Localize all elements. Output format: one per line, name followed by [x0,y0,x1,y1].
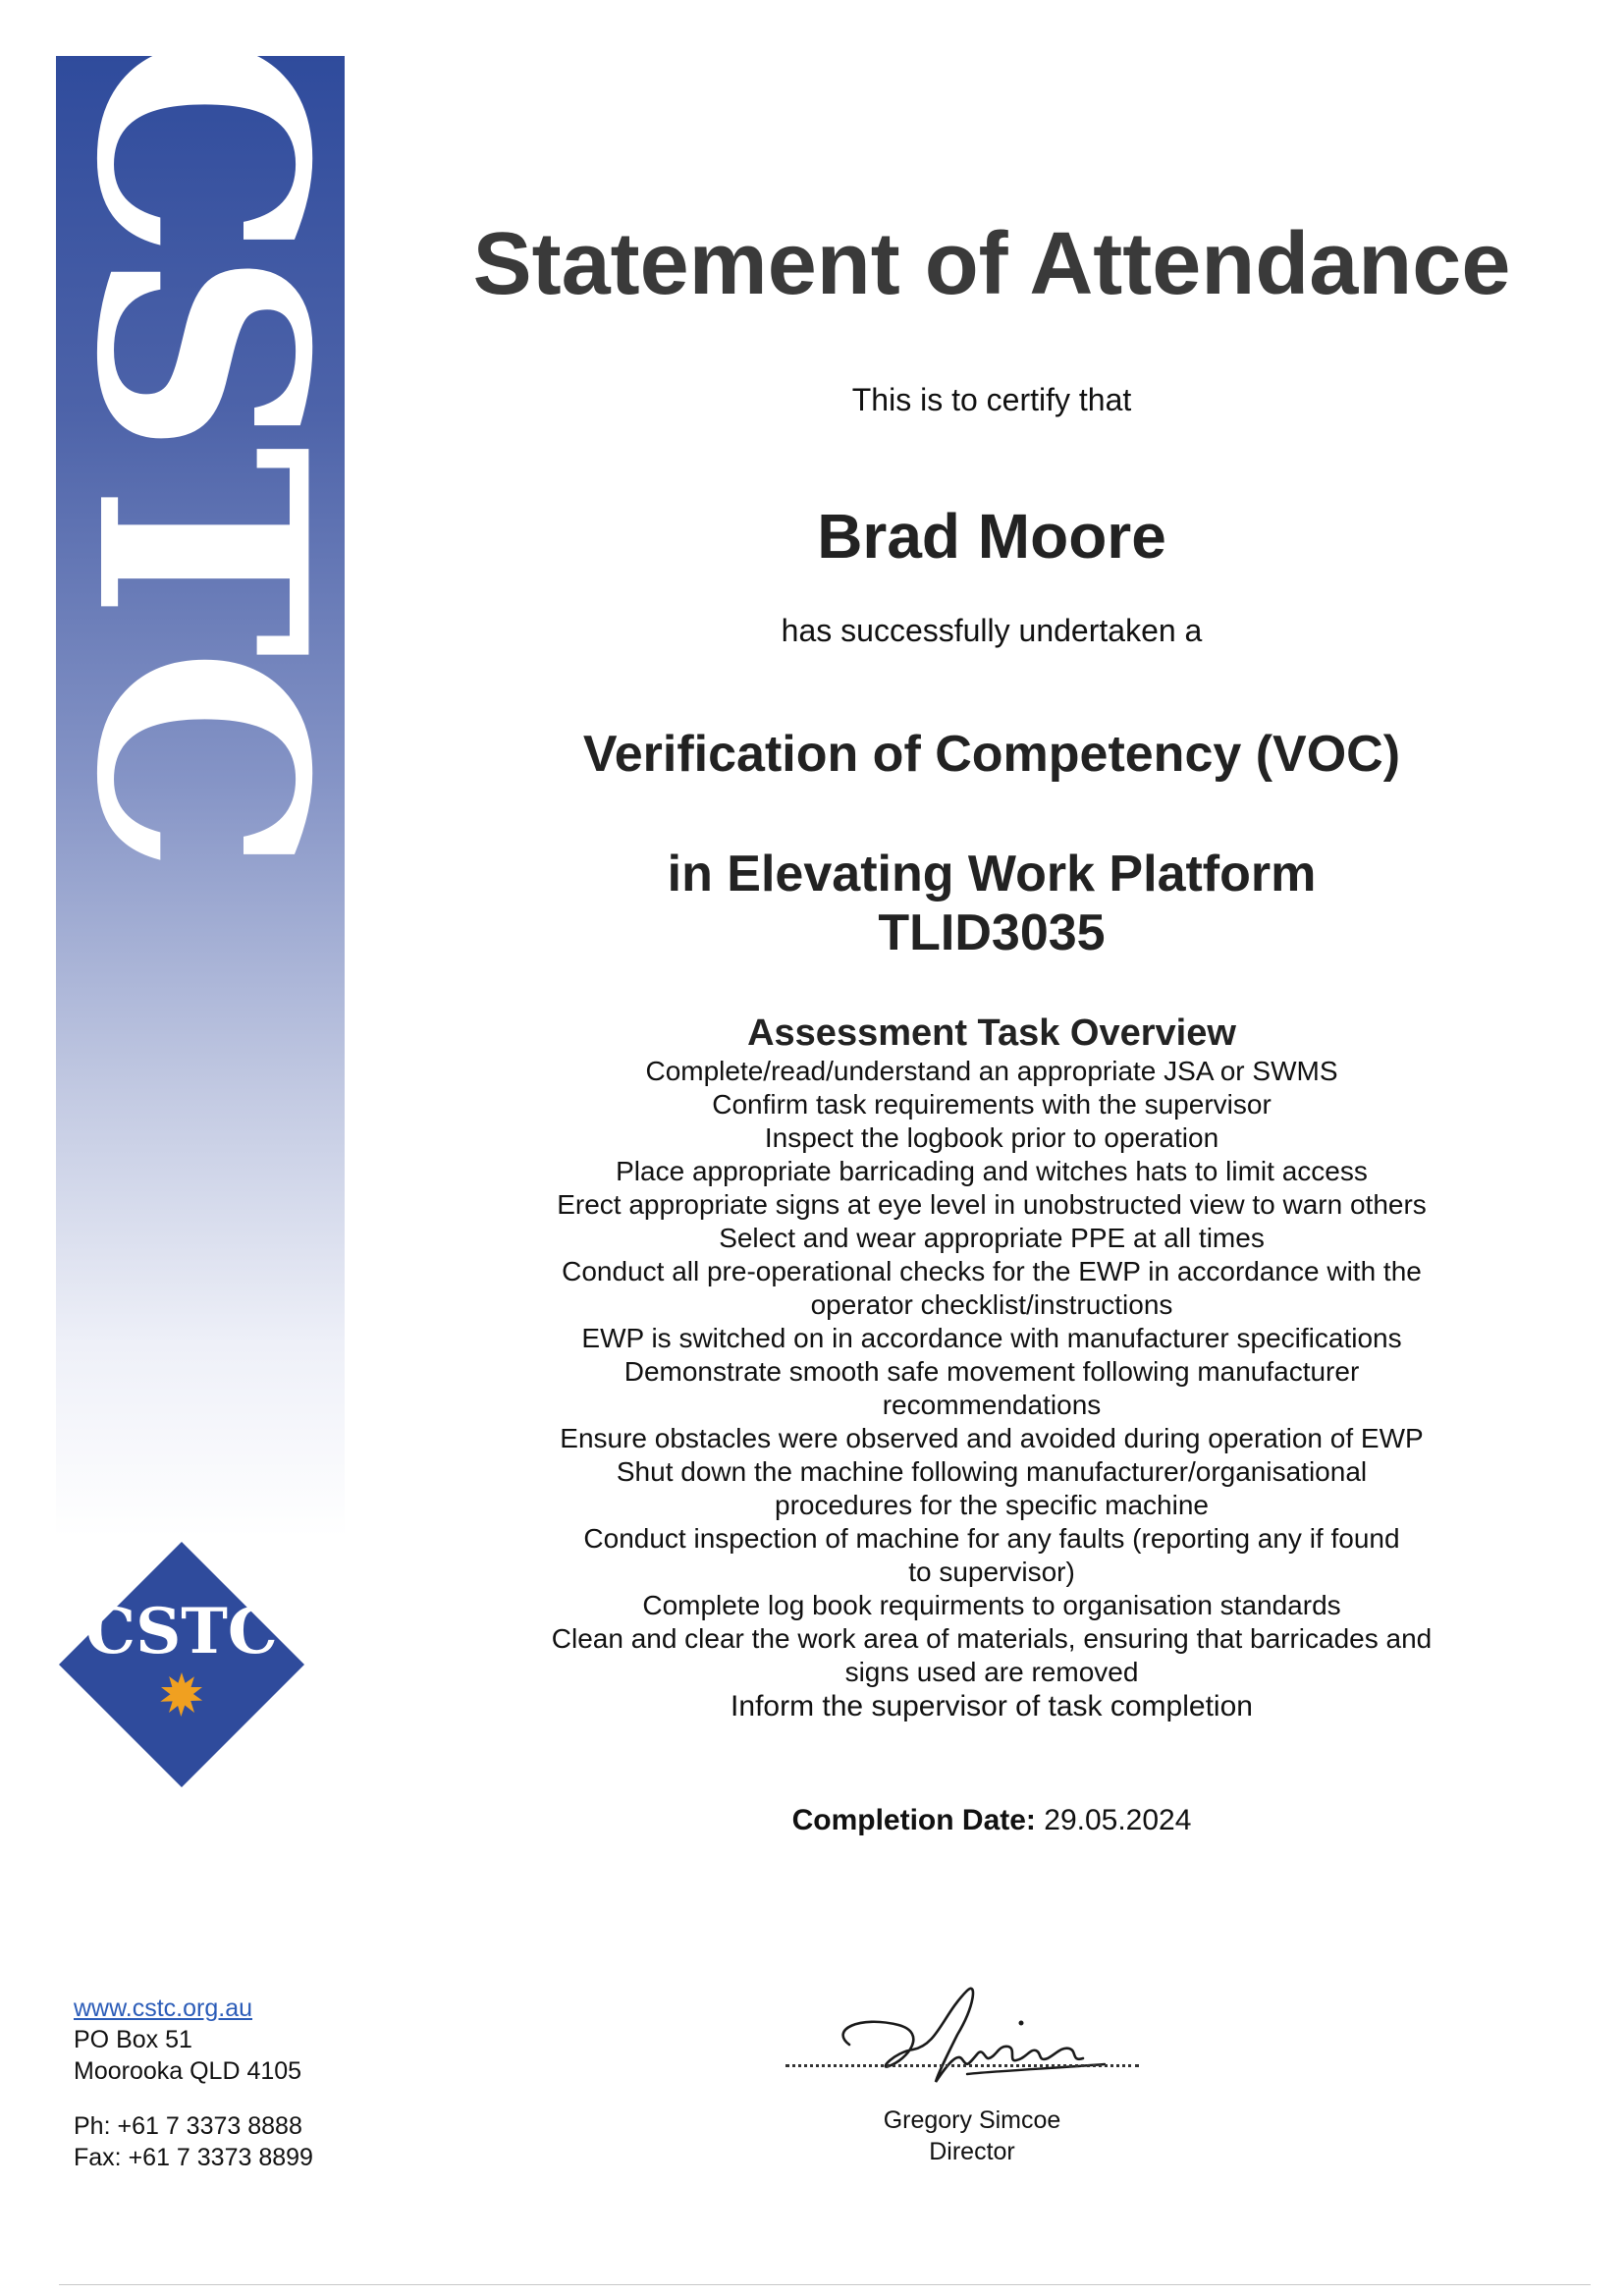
signature-line [785,2064,1139,2067]
task-item: Complete log book requirments to organisation standards [642,1590,1341,1620]
signature [820,1976,1134,2113]
task-item: Conduct all pre-operational checks for the EWP in accordance with the operator checklist/instructions [562,1256,1422,1320]
task-item: Erect appropriate signs at eye level in unobstructed view to warn others [557,1189,1427,1220]
task-item: Select and wear appropriate PPE at all times [719,1223,1265,1253]
task-item: Confirm task requirements with the supervisor [712,1089,1272,1120]
cstc-vertical-logo: CSTC [33,32,367,865]
cstc-diamond-logo [54,1537,309,1792]
completion-date [589,1804,1394,1837]
task-item: Conduct inspection of machine for any faults (reporting any if found to supervisor) [583,1523,1400,1587]
task-list [491,1055,1492,1724]
address-line-1: PO Box 51 [74,2026,192,2053]
task-item: Clean and clear the work area of materials, ensuring that barricades and signs used are removed [551,1623,1433,1687]
recipient-name: Brad Moore [817,501,1166,572]
page-title: Statement of Attendance [472,215,1511,313]
task-item: Inform the supervisor of task completion [731,1690,1253,1722]
task-item: Complete/read/understand an appropriate JSA or SWMS [645,1056,1338,1086]
task-item: Inspect the logbook prior to operation [764,1122,1219,1153]
subject-code: TLID3035 [878,904,1106,961]
task-item: EWP is switched on in accordance with manufacturer specifications [581,1323,1402,1353]
task-item: Place appropriate barricading and witches hats to limit access [616,1156,1368,1186]
task-item: Demonstrate smooth safe movement following manufacturer recommendations [623,1356,1360,1420]
address-line-2: Moorooka QLD 4105 [74,2057,302,2085]
completion-label: Completion Date: [791,1804,1036,1836]
undertaken-line: has successfully undertaken a [781,613,1203,648]
overview-heading: Assessment Task Overview [747,1012,1236,1054]
fax-number: Fax: +61 7 3373 8899 [74,2144,313,2171]
task-item: Ensure obstacles were observed and avoided during operation of EWP [560,1423,1424,1453]
task-item: Shut down the machine following manufacturer/organisational procedures for the specific machine [616,1456,1368,1520]
signatory-name: Gregory Simcoe [883,2106,1061,2134]
certify-line: This is to certify that [851,382,1132,417]
signatory-role: Director [929,2138,1015,2165]
diamond-logo-text: CSTC [85,1595,278,1668]
phone-number: Ph: +61 7 3373 8888 [74,2112,302,2140]
contact-block [74,1993,313,2173]
subject-title [432,845,1551,962]
website-link[interactable]: www.cstc.org.au [74,1995,253,2022]
bottom-divider [59,2284,1591,2285]
course-title: Verification of Competency (VOC) [582,726,1401,783]
signatory-block [785,2105,1159,2167]
subject-line-1: in Elevating Work Platform [667,846,1317,902]
completion-value: 29.05.2024 [1044,1804,1192,1836]
brand-sidebar [33,32,367,1667]
